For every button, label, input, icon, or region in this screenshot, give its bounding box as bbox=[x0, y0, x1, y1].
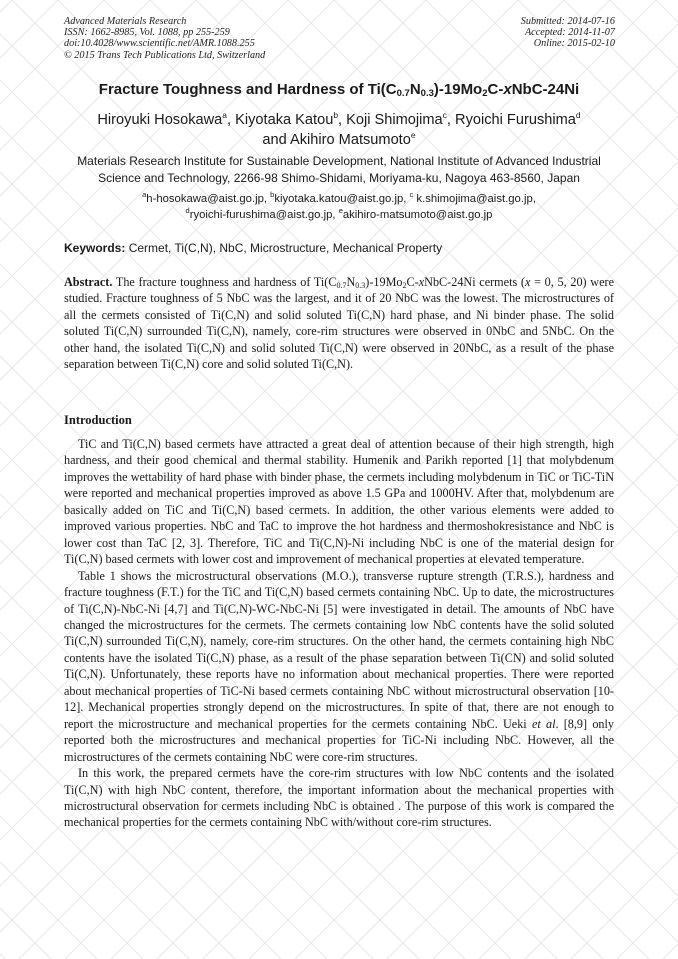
title-text: N bbox=[409, 81, 421, 98]
affiliation-line: Science and Technology, 2266-98 Shimo-Shidami, Moriyama-ku, Nagoya 463-8560, Japan bbox=[98, 170, 580, 185]
title-subscript: 0.7 bbox=[396, 88, 410, 99]
email[interactable]: $^a$h-hosokawa@aist.go.jp bbox=[142, 190, 264, 205]
title-text: Fracture Toughness and Hardness of Ti(C bbox=[98, 81, 397, 98]
author-emails: $^a$h-hosokawa@aist.go.jp, $^b$kiyotaka.katou@aist.go.jp, $^c$ k.shimojima@aist.go.jp, $^d$ryoichi-furushima@aist.go.jp, $^e$akihiro-matsumoto@aist.go.jp bbox=[142, 190, 536, 221]
title-variable: x bbox=[503, 81, 512, 98]
email[interactable]: $^d$ryoichi-furushima@aist.go.jp bbox=[185, 206, 333, 221]
publication-dates bbox=[521, 16, 615, 50]
author-list bbox=[40, 110, 638, 150]
journal-name: Advanced Materials Research bbox=[64, 16, 187, 27]
title-text: )-19Mo bbox=[433, 81, 483, 98]
watermark-line bbox=[0, 0, 12, 959]
keywords-text: Cermet, Ti(C,N), NbC, Microstructure, Mechanical Property bbox=[125, 241, 443, 255]
watermark-line bbox=[663, 0, 678, 959]
abstract: Abstract. The fracture toughness and hardness of $Ti(C_{0.7}N_{0.3})-19Mo_2C-xNbC-24Ni$ cermets (x = 0, 5, 20) were studied. Fracture toughness of 5 NbC was the largest, and it of 20 NbC was the lowest. The microstructures of all the cermets consisted of Ti(C,N) and solid soluted Ti(C,N) hard phase, and Ni binder phase. The solid soluted Ti(C,N) surrounded Ti(C,N), namely, core-rim structures were observed in 0NbC and 5NbC. On the other hand, the isolated Ti(C,N) and solid soluted Ti(C,N) were observed in 20NbC, as a result of the phase separation between Ti(C,N) core and solid soluted Ti(C,N). bbox=[64, 275, 614, 372]
author: Hiroyuki Hosokawa$^a$, bbox=[97, 110, 236, 128]
email[interactable]: $^e$akihiro-matsumoto@aist.go.jp bbox=[338, 206, 493, 221]
title-text: NbC-24Ni bbox=[511, 81, 580, 98]
accepted-date: Accepted: 2014-11-07 bbox=[524, 27, 615, 39]
email[interactable]: $^b$kiyotaka.katou@aist.go.jp bbox=[270, 190, 404, 205]
doi-line[interactable]: doi:10.4028/www.scientific.net/AMR.1088.255 bbox=[64, 38, 255, 50]
paragraph: Table 1 shows the microstructural observations (M.O.), transverse rupture strength (T.R.S.), hardness and fracture toughness (F.T.) for the TiC and Ti(C,N) based cermets containing NbC. Up to date, the microstructures of Ti(C,N)-NbC-Ni [4,7] and Ti(C,N)-WC-NbC-Ni [5] were investigated in detail. The amounts of NbC have changed the microstructures for the cermets. The cermets containing low NbC contents have the solid soluted Ti(C,N) surrounded Ti(C,N), namely, core-rim structures. On the other hand, the cermets containing high NbC contents have the isolated Ti(C,N) phase, as a result of the phase separation between Ti(CN) and solid soluted Ti(C,N). Unfortunately, these reports have no information about mechanical properties. There were reported about mechanical properties of TiC-Ni based cermets containing NbC without microstructural observation [10-12]. Mechanical properties strongly depend on the microstructures. In spite of that, there are not enough to report the microstructure and mechanical properties for the cermets containing NbC. Ueki et al. [8,9] only reported both the microstructures and mechanical properties for TiC-Ni including NbC. However, all the microstructures of the cermets containing NbC were core-rim structures. bbox=[64, 568, 614, 764]
author: Ryoichi Furushima$^d$ bbox=[455, 110, 581, 128]
watermark-line bbox=[656, 0, 678, 959]
author: Kiyotaka Katou$^b$, bbox=[235, 110, 347, 128]
title-text: C- bbox=[487, 81, 504, 98]
email[interactable]: $^c$ k.shimojima@aist.go.jp bbox=[409, 190, 533, 205]
author: and Akihiro Matsumoto$^e$ bbox=[262, 130, 416, 148]
paragraph: TiC and Ti(C,N) based cermets have attracted a great deal of attention because of their high strength, high hardness, and their good chemical and thermal stability. Humenik and Parikh reported [1] that molybdenum improves the wettability of hard phase with binder phase, the cermets including molybdenum in TiC or TiC-TiN were reported and mechanical properties improved as above 1.5 GPa and 1000HV. After that, molybdenum are basically added on TiC and Ti(C,N) based cermets. In addition, the other various elements were added to improved various properties. NbC and TaC to improve the hot hardness and thermoshokresistance and NbC is lower cost than TaC [2, 3]. Therefore, TiC and Ti(C,N)-Ni including NbC is one of the material design for Ti(C,N) based cermets with lower cost and improvement of mechanical properties at elevated temperature. bbox=[64, 437, 614, 567]
issn-line: ISSN: 1662-8985, Vol. 1088, pp 255-259 bbox=[64, 27, 230, 39]
paper-title bbox=[40, 81, 638, 99]
paragraph: In this work, the prepared cermets have the core-rim structures with low NbC contents and the isolated Ti(C,N) with high NbC content, therefore, the important information about the mechanical properties with microstructural observation for cermets including NbC is obtained . The purpose of this work is compared the mechanical properties for the cermets containing NbC with/without core-rim structures. bbox=[64, 766, 614, 830]
abstract-label: Abstract. bbox=[64, 275, 113, 289]
copyright-line: © 2015 Trans Tech Publications Ltd, Switzerland bbox=[64, 49, 266, 61]
author: Koji Shimojima$^c$, bbox=[346, 110, 456, 128]
keywords bbox=[64, 240, 618, 256]
online-date: Online: 2015-02-10 bbox=[533, 38, 615, 50]
watermark-line bbox=[0, 0, 5, 959]
introduction-body bbox=[64, 436, 614, 831]
submitted-date: Submitted: 2014-07-16 bbox=[520, 16, 615, 27]
section-heading: Introduction bbox=[64, 413, 132, 427]
journal-meta bbox=[64, 16, 265, 61]
title-subscript: 0.3 bbox=[420, 88, 434, 99]
affiliation bbox=[50, 153, 628, 186]
title-subscript: 2 bbox=[482, 88, 488, 99]
keywords-label: Keywords: bbox=[64, 241, 126, 255]
affiliation-line: Materials Research Institute for Sustainable Development, National Institute of Advanced Industrial bbox=[77, 154, 601, 168]
